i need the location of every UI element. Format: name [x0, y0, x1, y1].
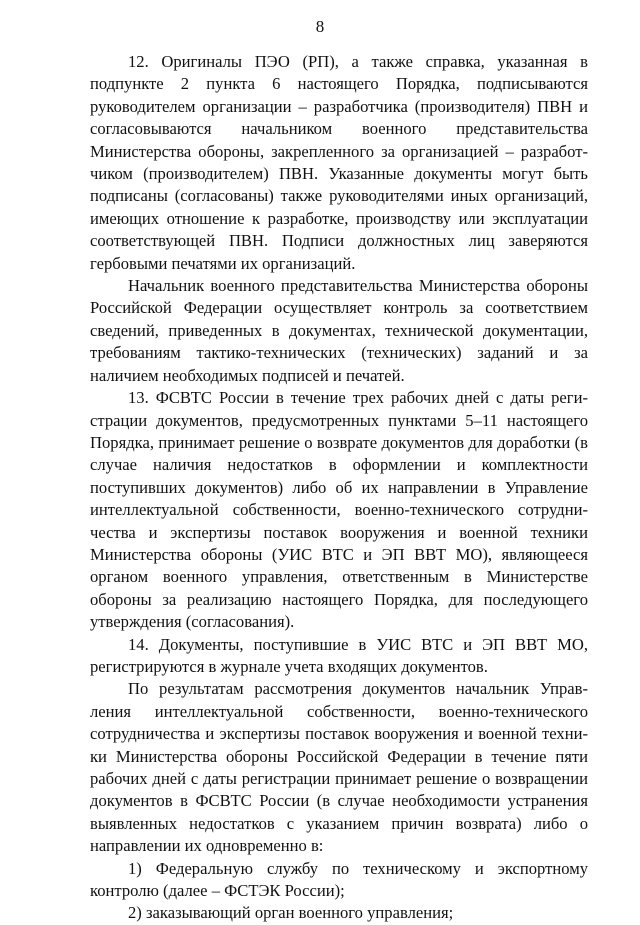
- paragraph-13-fsvts-decision: 13. ФСВТС России в течение трех рабочих дней с даты регистрации документов, предусмотренных пунктами 5–11 настоящего Порядка, принимает решение о возврате документов для доработки (в случае наличия недостатков в оформлении и комплектности поступивших документов) либо об их направлении в Управление интеллектуальной собственности, военно-технического сотрудничества и экспертизы поставок вооружения и военной техники Министерства обороны (УИС ВТС и ЭП ВВТ МО), являющееся органом военного управления, ответственным в Министерстве обороны за реализацию настоящего Порядка, для последующего утверждения (согласования).: [90, 388, 588, 632]
- list-item-1-fstek: 1) Федеральную службу по техническому и экспортному контролю (далее – ФСТЭК России);: [90, 858, 588, 901]
- page-number: 8: [315, 17, 325, 36]
- list-item-2-ordering-body: 2) заказывающий орган военного управления;: [128, 903, 454, 923]
- paragraph-military-representative-control: Начальник военного представительства Министерства обороны Российской Федерации осуществляет контроль за соответствием сведений, приведенных в документах, технической документации, требованиям тактико-технических (технических) заданий и за наличием необходимых подписей и печатей.: [90, 276, 588, 385]
- paragraph-14-registration: 14. Документы, поступившие в УИС ВТС и ЭП ВВТ МО, регистрируются в журнале учета входящих документов.: [90, 634, 588, 676]
- body-text: [90, 51, 588, 925]
- paragraph-review-results: По результатам рассмотрения документов начальник Управления интеллектуальной собственности, военно-технического сотрудничества и экспертизы поставок вооружения и военной техники Министерства обороны Российской Федерации в течение пяти рабочих дней с даты регистрации принимает решение о возвращении документов в ФСВТС России (в случае необходимости устранения выявленных недостатков с указанием причин возврата) либо о направлении их одновременно в:: [90, 679, 588, 856]
- paragraph-12-originals-signing: 12. Оригиналы ПЭО (РП), а также справка, указанная в подпункте 2 пункта 6 настоящего Порядка, подписываются руководителем организации – разработчика (производителя) ПВН и согласовываются начальником военного представительства Министерства обороны, закрепленного за организацией – разработчиком (производителем) ПВН. Указанные документы могут быть подписаны (согласованы) также руководителями иных организаций, имеющих отношение к разработке, производству или эксплуатации соответствующей ПВН. Подписи должностных лиц заверяются гербовыми печатями их организаций.: [90, 52, 588, 273]
